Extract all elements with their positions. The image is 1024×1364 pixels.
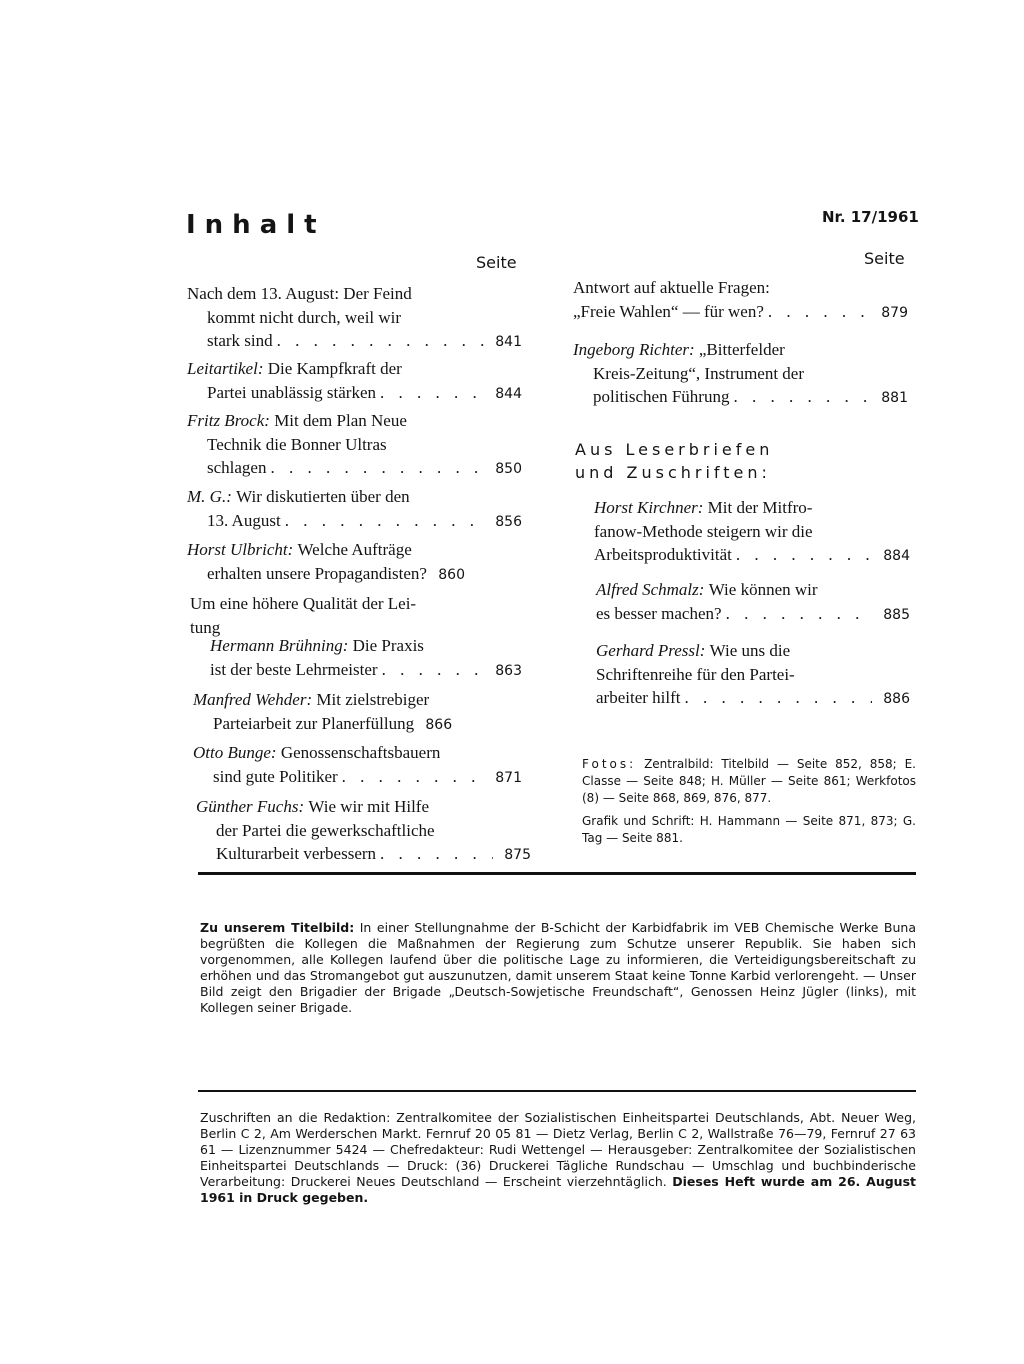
leader-dots xyxy=(273,329,484,353)
leader-dots xyxy=(378,658,484,682)
toc-entry xyxy=(193,688,522,737)
toc-entry xyxy=(596,578,910,627)
credits-text: Zentralbild: Titelbild — Seite 852, 858; E. Classe — Seite 848; H. Müller — Seite 861; Werkfotos (8) — Seite 868, 869, 876, 877. xyxy=(582,757,916,805)
leader-dots xyxy=(729,385,870,409)
entry-text: Antwort auf aktuelle Fragen: xyxy=(573,278,770,297)
entry-author: Horst Kirchner: xyxy=(594,498,704,517)
entry-author: Leitartikel: xyxy=(187,359,264,378)
entry-text: „Freie Wahlen“ — für wen? xyxy=(573,301,764,321)
entry-text: kommt nicht durch, weil wir xyxy=(207,307,402,327)
page-number: 860 xyxy=(438,566,465,583)
toc-entry xyxy=(187,538,522,587)
leader-dots xyxy=(764,300,870,324)
entry-text: Partei unablässig stärken xyxy=(207,382,377,402)
toc-entry xyxy=(187,485,522,534)
credits-label: Fotos: xyxy=(582,757,637,771)
entry-text: „Bitterfelder xyxy=(698,340,785,359)
entry-text: Nach dem 13. August: Der Feind xyxy=(187,284,412,303)
title-image-caption xyxy=(200,920,916,1016)
page-number: 856 xyxy=(495,513,522,530)
entry-text: es besser machen? xyxy=(596,603,722,623)
page-number: 886 xyxy=(883,691,910,707)
entry-author: Horst Ulbricht: xyxy=(187,540,294,559)
page-number: 866 xyxy=(425,716,453,733)
entry-text: Arbeitsproduktivität xyxy=(594,545,732,564)
toc-entry xyxy=(187,409,522,482)
entry-text: 13. August xyxy=(207,510,281,530)
right-page-label: Seite xyxy=(864,249,905,268)
entry-text: Welche Aufträge xyxy=(297,540,412,559)
entry-author: Manfred Wehder: xyxy=(193,690,313,709)
photo-credits xyxy=(582,756,916,853)
leader-dots xyxy=(376,381,484,405)
entry-text: Mit dem Plan Neue xyxy=(274,411,407,430)
section-heading-line: und Zuschriften: xyxy=(575,463,771,482)
leader-dots xyxy=(732,543,872,567)
toc-entry xyxy=(190,592,522,639)
entry-text: Parteiarbeit zur Planerfüllung xyxy=(213,713,415,733)
entry-text: Kreis-Zeitung“, Instrument der xyxy=(593,363,805,383)
page-number: 875 xyxy=(504,847,531,863)
entry-text: Mit zielstrebiger xyxy=(316,690,430,709)
issue-number: Nr. 17/1961 xyxy=(822,208,919,226)
page-number: 885 xyxy=(883,606,910,623)
toc-entry xyxy=(210,634,522,683)
entry-text: Technik die Bonner Ultras xyxy=(207,434,387,454)
page-number: 863 xyxy=(495,662,522,679)
toc-entry xyxy=(596,639,910,712)
toc-entry xyxy=(193,741,522,790)
divider xyxy=(198,872,916,875)
print-note: Dieses Heft wurde am 26. August 1961 in Druck gegeben. xyxy=(200,1174,916,1205)
entry-text: Wie können wir xyxy=(708,580,818,599)
entry-text: arbeiter hilft xyxy=(596,688,681,707)
imprint xyxy=(200,1110,916,1206)
imprint-text: Zuschriften an die Redaktion: Zentralkomitee der Sozialistischen Einheitspartei Deutschlands, Abt. Neuer Weg, Berlin C 2, Am Werderschen Markt. Fernruf 20 05 81 — Dietz Verlag, Berlin C 2, Wallstraße 76—79, Fernruf 27 63 61 — Lizenznummer 5424 — Chefredakteur: Rudi Wettengel — Herausgeber: Zentralkomitee der Sozialistischen Einheitspartei Deutschlands — Druck: (36) Druckerei Tägliche Rundschau — Umschlag und buchbinderische Verarbeitung: Druckerei Neues Deutschland — Erscheint vierzehntäglich. xyxy=(200,1110,916,1189)
page-number: 841 xyxy=(495,334,522,350)
entry-text: Die Praxis xyxy=(352,636,424,655)
entry-text: Genossenschaftsbauern xyxy=(280,743,441,762)
entry-text: Die Kampfkraft der xyxy=(267,359,402,378)
leader-dots xyxy=(722,602,872,626)
toc-entry xyxy=(187,357,522,406)
entry-text: Schriftenreihe für den Partei- xyxy=(596,664,795,684)
page-title: Inhalt xyxy=(186,210,326,240)
leader-dots xyxy=(338,765,484,789)
entry-text: politischen Führung xyxy=(593,387,730,406)
entry-author: Ingeborg Richter: xyxy=(573,340,695,359)
entry-author: Otto Bunge: xyxy=(193,743,277,762)
entry-text: fanow-Methode steigern wir die xyxy=(594,521,813,541)
entry-text: sind gute Politiker xyxy=(213,766,338,786)
entry-text: schlagen xyxy=(207,458,267,477)
entry-text: erhalten unsere Propagandisten? xyxy=(207,563,427,583)
caption-text: In einer Stellungnahme der B-Schicht der Karbidfabrik im VEB Chemische Werke Buna begrüßten die Kollegen die Maßnahmen der Regierung zum Schutze unserer Republik. Sie haben sich vorgenommen, alle Kollegen laufend über die politische Lage zu informieren, die Verteidigungsbereitschaft zu erhöhen und das Stromangebot gut auszunutzen, damit unserem Staat keine Tonne Karbid verlorengeht. — Unser Bild zeigt den Brigadier der Brigade „Deutsch-Sowjetische Freundschaft“, Genossen Heinz Jügler (links), mit Kollegen seiner Brigade. xyxy=(200,920,917,1015)
left-page-label: Seite xyxy=(476,253,517,272)
entry-author: M. G.: xyxy=(187,487,232,506)
page-number: 844 xyxy=(495,385,522,402)
entry-author: Alfred Schmalz: xyxy=(596,580,705,599)
entry-author: Günther Fuchs: xyxy=(196,797,305,816)
caption-label: Zu unserem Titelbild: xyxy=(200,920,355,935)
entry-text: tung xyxy=(190,617,221,637)
entry-author: Fritz Brock: xyxy=(187,411,270,430)
entry-text: der Partei die gewerkschaftliche xyxy=(216,820,435,840)
entry-text: ist der beste Lehrmeister xyxy=(210,659,378,679)
page-number: 881 xyxy=(881,390,908,406)
entry-text: Um eine höhere Qualität der Lei- xyxy=(190,594,417,613)
toc-entry xyxy=(573,338,908,411)
entry-text: Kulturarbeit verbessern xyxy=(216,844,377,863)
page-number: 871 xyxy=(495,769,522,786)
entry-text: Wie wir mit Hilfe xyxy=(308,797,430,816)
toc-entry xyxy=(196,795,531,868)
toc-entry xyxy=(573,276,908,325)
entry-author: Hermann Brühning: xyxy=(210,636,349,655)
entry-text: stark sind xyxy=(207,331,273,350)
toc-entry xyxy=(187,282,522,355)
credits-text: Grafik und Schrift: H. Hammann — Seite 871, 873; G. Tag — Seite 881. xyxy=(582,814,916,845)
page-number: 850 xyxy=(495,461,522,477)
toc-entry xyxy=(594,496,910,569)
page-number: 884 xyxy=(883,548,910,564)
leader-dots xyxy=(266,456,484,480)
section-heading-line: Aus Leserbriefen xyxy=(575,440,774,459)
entry-text: Wir diskutierten über den xyxy=(236,487,410,506)
leader-dots xyxy=(376,842,493,866)
section-heading xyxy=(575,438,773,484)
divider xyxy=(198,1090,916,1092)
leader-dots xyxy=(281,509,484,533)
entry-text: Wie uns die xyxy=(709,641,791,660)
entry-text: Mit der Mitfro- xyxy=(707,498,813,517)
leader-dots xyxy=(681,686,873,710)
page-number: 879 xyxy=(881,304,908,321)
entry-author: Gerhard Pressl: xyxy=(596,641,706,660)
